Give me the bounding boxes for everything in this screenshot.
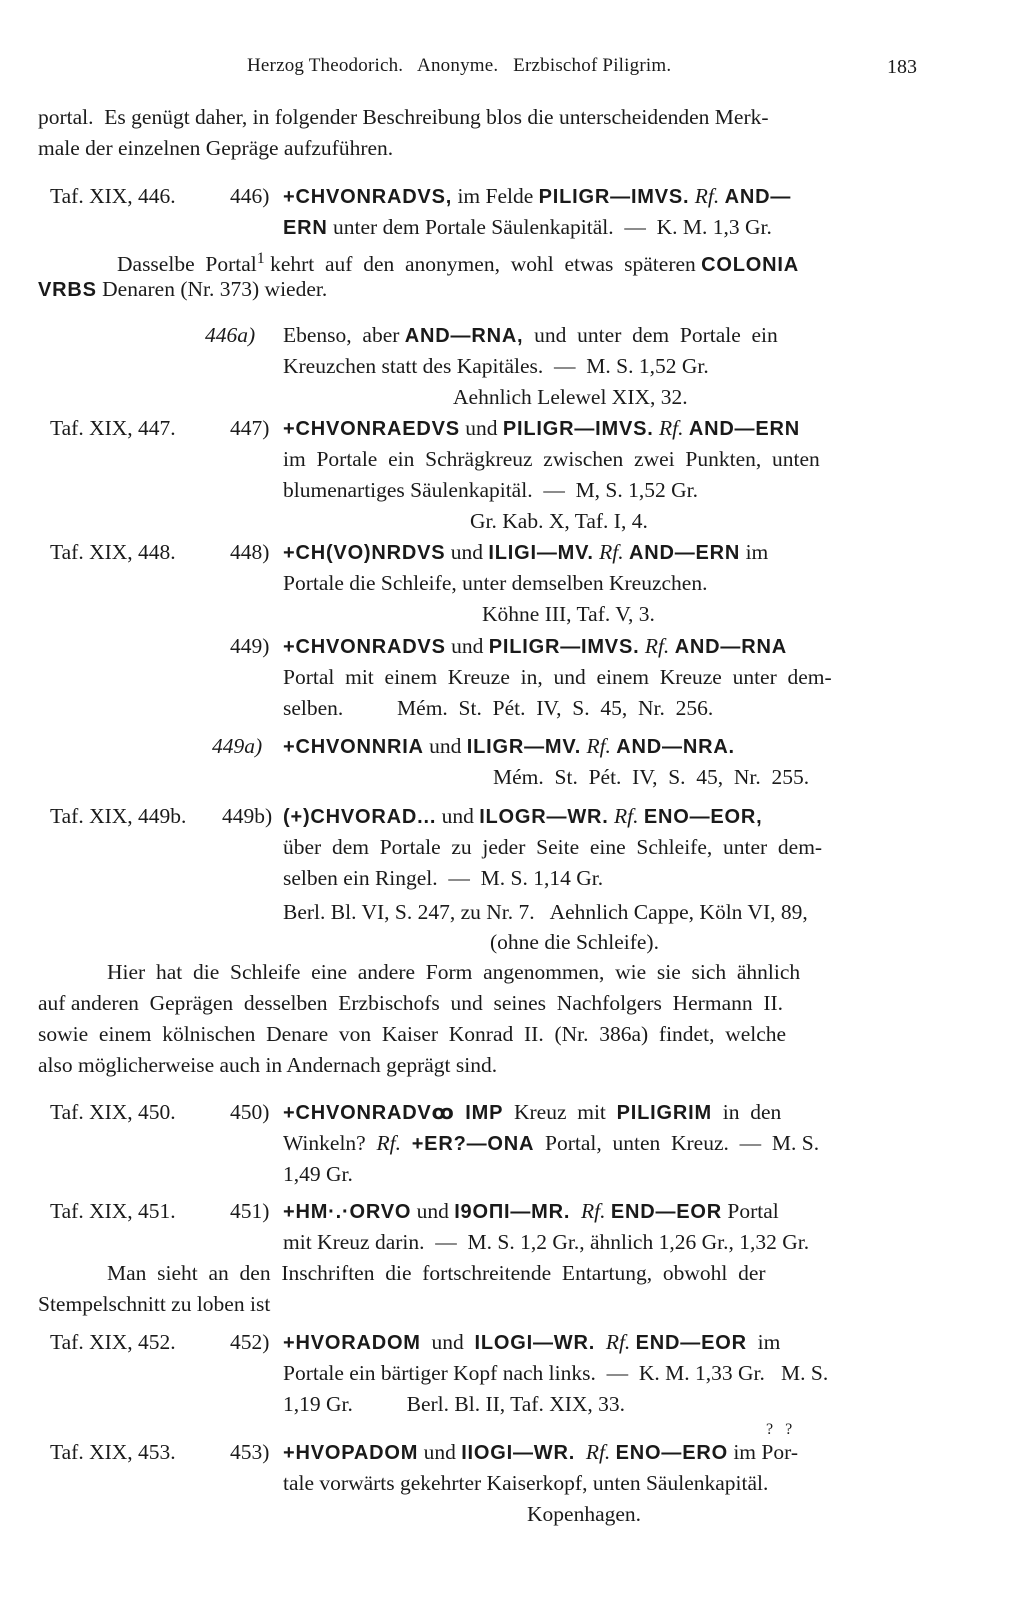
entry-text: und bbox=[436, 804, 480, 828]
entry-text: und bbox=[445, 634, 489, 658]
legend: +CHVONRADVS bbox=[283, 636, 446, 658]
entry-text: und bbox=[420, 1330, 475, 1354]
entry-line bbox=[283, 537, 768, 570]
entry-number: 453) bbox=[230, 1440, 270, 1464]
reference-line: Gr. Kab. X, Taf. I, 4. bbox=[470, 509, 648, 533]
entry-text: und unter dem Portale ein bbox=[523, 323, 778, 347]
entry-line bbox=[283, 1128, 819, 1161]
entry-line: Kreuzchen statt des Kapitäles. — M. S. 1,52 Gr. bbox=[283, 354, 709, 378]
running-title: Herzog Theodorich. Anonyme. Erzbischof Piligrim. bbox=[247, 55, 672, 76]
entry-text: Portal bbox=[722, 1199, 779, 1223]
legend: END—EOR bbox=[610, 1201, 723, 1223]
entry-line bbox=[283, 181, 791, 214]
entry-line bbox=[283, 1097, 781, 1130]
entry-line bbox=[283, 212, 772, 245]
entry-number: 452) bbox=[230, 1330, 270, 1354]
entry-number: 446) bbox=[230, 184, 270, 208]
entry-line: Portale ein bärtiger Kopf nach links. — K. M. 1,33 Gr. M. S. bbox=[283, 1361, 829, 1385]
entry-number: 448) bbox=[230, 540, 270, 564]
legend: +ER?—ONA bbox=[411, 1133, 535, 1155]
intro-line-1: portal. Es genügt daher, in folgender Beschreibung blos die unterscheidenden Merk- bbox=[38, 105, 769, 129]
entry-text: Dasselbe Portal bbox=[117, 252, 257, 277]
reverse-abbr: Rf. bbox=[581, 734, 617, 758]
paragraph-line: auf anderen Geprägen desselben Erzbischofs und seines Nachfolgers Hermann II. bbox=[38, 991, 784, 1015]
paragraph-line: Man sieht an den Inschriften die fortschreitende Entartung, obwohl der bbox=[107, 1261, 766, 1285]
reference-line: (ohne die Schleife). bbox=[490, 930, 659, 954]
footnote-mark: 1 bbox=[256, 250, 265, 267]
legend: (+)CHVORAD... bbox=[283, 806, 437, 828]
reverse-abbr: Rf. bbox=[570, 1199, 611, 1223]
legend: +HM·.·ORVO bbox=[283, 1201, 412, 1223]
legend: +CHVONNRIA bbox=[283, 736, 424, 758]
paragraph-line: Stempelschnitt zu loben ist bbox=[38, 1292, 271, 1316]
entry-line bbox=[283, 631, 787, 664]
legend: ILOGI—WR. bbox=[474, 1332, 596, 1354]
legend: +CH(VO)NRDVS bbox=[283, 542, 446, 564]
legend: IIOGI—WR. bbox=[461, 1442, 576, 1464]
entry-text: im Por- bbox=[727, 1440, 798, 1464]
taf-ref: Taf. XIX, 449b. bbox=[50, 804, 187, 828]
entry-line bbox=[38, 274, 327, 307]
legend: VRBS bbox=[38, 279, 97, 301]
legend: PILIGR—IMVS. bbox=[538, 186, 690, 208]
entry-line: Portale die Schleife, unter demselben Kreuzchen. bbox=[283, 571, 708, 595]
legend: ERN bbox=[283, 217, 328, 239]
taf-ref: Taf. XIX, 446. bbox=[50, 184, 176, 208]
entry-line bbox=[283, 413, 800, 446]
reverse-abbr: Rf. bbox=[639, 634, 675, 658]
reference-line: Köhne III, Taf. V, 3. bbox=[482, 602, 655, 626]
entry-text: im bbox=[746, 1330, 781, 1354]
entry-line bbox=[283, 731, 735, 764]
legend: PILIGR—IMVS. bbox=[502, 418, 654, 440]
taf-ref: Taf. XIX, 451. bbox=[50, 1199, 176, 1223]
entry-text: und bbox=[423, 734, 467, 758]
legend: ENO—ERO bbox=[615, 1442, 728, 1464]
entry-text bbox=[455, 1100, 466, 1124]
entry-line: 1,49 Gr. bbox=[283, 1162, 353, 1186]
paragraph-line: sowie einem kölnischen Denare von Kaiser Konrad II. (Nr. 386a) findet, welche bbox=[38, 1022, 787, 1046]
entry-text: und bbox=[411, 1199, 455, 1223]
entry-line: mit Kreuz darin. — M. S. 1,2 Gr., ähnlich 1,26 Gr., 1,32 Gr. bbox=[283, 1230, 810, 1254]
entry-line: blumenartiges Säulenkapitäl. — M, S. 1,52 Gr. bbox=[283, 478, 699, 502]
legend: END—EOR bbox=[635, 1332, 747, 1354]
reverse-abbr: Rf. bbox=[653, 416, 689, 440]
entry-text: Kreuz mit bbox=[503, 1100, 617, 1124]
reverse-abbr: Rf. bbox=[689, 184, 725, 208]
entry-line: tale vorwärts gekehrter Kaiserkopf, unten Säulenkapitäl. bbox=[283, 1471, 769, 1495]
entry-line: 1,19 Gr. Berl. Bl. II, Taf. XIX, 33. bbox=[283, 1392, 626, 1416]
taf-ref: Taf. XIX, 448. bbox=[50, 540, 176, 564]
page-number: 183 bbox=[887, 56, 917, 78]
entry-line: Portal mit einem Kreuze in, und einem Kreuze unter dem- bbox=[283, 665, 832, 689]
entry-line bbox=[283, 801, 762, 834]
legend: COLONIA bbox=[701, 254, 799, 277]
legend: PILIGR—IMVS. bbox=[488, 636, 640, 658]
entry-line: selben ein Ringel. — M. S. 1,14 Gr. bbox=[283, 866, 604, 890]
paragraph-line: Hier hat die Schleife eine andere Form angenommen, wie sie sich ähnlich bbox=[107, 960, 801, 984]
entry-text bbox=[401, 1131, 412, 1155]
entry-number: 451) bbox=[230, 1199, 270, 1223]
legend: I9OПI—MR. bbox=[454, 1201, 571, 1223]
entry-number: 449b) bbox=[222, 804, 273, 828]
legend: AND—ERN bbox=[688, 418, 800, 440]
entry-line: über dem Portale zu jeder Seite eine Schleife, unter dem- bbox=[283, 835, 823, 859]
entry-text: unter dem Portale Säulenkapitäl. — K. M. 1,3 Gr. bbox=[327, 215, 772, 239]
entry-number: 449a) bbox=[212, 734, 263, 758]
taf-ref: Taf. XIX, 452. bbox=[50, 1330, 176, 1354]
entry-text: in den bbox=[711, 1100, 782, 1124]
entry-text: und bbox=[459, 416, 503, 440]
paragraph-line: also möglicherweise auch in Andernach geprägt sind. bbox=[38, 1053, 498, 1077]
legend: ENO—EOR, bbox=[643, 806, 763, 828]
entry-text: kehrt auf den anonymen, wohl etwas späteren bbox=[264, 252, 702, 277]
legend: ILIGI—MV. bbox=[488, 542, 594, 564]
entry-number: 446a) bbox=[205, 323, 256, 347]
legend: +CHVONRADVS, bbox=[283, 186, 453, 208]
taf-ref: Taf. XIX, 447. bbox=[50, 416, 176, 440]
reverse-abbr: Rf. bbox=[608, 804, 644, 828]
reverse-abbr: Rf. bbox=[575, 1440, 616, 1464]
entry-text: im Felde bbox=[452, 184, 539, 208]
legend: PILIGRIM bbox=[616, 1102, 712, 1124]
legend: AND—NRA. bbox=[616, 736, 735, 758]
entry-text: im bbox=[740, 540, 769, 564]
intro-line-2: male der einzelnen Gepräge aufzuführen. bbox=[38, 136, 394, 160]
entry-line bbox=[283, 1327, 780, 1360]
taf-ref: Taf. XIX, 453. bbox=[50, 1440, 176, 1464]
entry-line: selben. Mém. St. Pét. IV, S. 45, Nr. 256. bbox=[283, 696, 714, 720]
legend: AND—RNA, bbox=[404, 325, 524, 347]
legend: AND—ERN bbox=[629, 542, 741, 564]
entry-number: 450) bbox=[230, 1100, 270, 1124]
legend: +CHVONRADVꝏ bbox=[283, 1102, 455, 1124]
entry-line bbox=[283, 1437, 798, 1470]
reverse-abbr: Rf. bbox=[376, 1131, 401, 1155]
taf-ref: Taf. XIX, 450. bbox=[50, 1100, 176, 1124]
reverse-abbr: Rf. bbox=[593, 540, 630, 564]
reverse-abbr: Rf. bbox=[595, 1330, 636, 1354]
legend: AND— bbox=[724, 186, 792, 208]
query-marks: ? ? bbox=[766, 1421, 793, 1438]
legend: ILOGR—WR. bbox=[479, 806, 609, 828]
entry-number: 447) bbox=[230, 416, 270, 440]
legend: ILIGR—MV. bbox=[466, 736, 582, 758]
reference-line: Mém. St. Pét. IV, S. 45, Nr. 255. bbox=[493, 765, 810, 789]
entry-line bbox=[283, 320, 778, 353]
entry-text: Ebenso, aber bbox=[283, 323, 405, 347]
entry-number: 449) bbox=[230, 634, 270, 658]
legend: +HVORADOM bbox=[283, 1332, 421, 1354]
reference-line: Berl. Bl. VI, S. 247, zu Nr. 7. Aehnlich Cappe, Köln VI, 89, bbox=[283, 900, 808, 924]
entry-line: im Portale ein Schrägkreuz zwischen zwei Punkten, unten bbox=[283, 447, 820, 471]
entry-text: Denaren (Nr. 373) wieder. bbox=[96, 277, 328, 301]
legend: +CHVONRAEDVS bbox=[283, 418, 460, 440]
entry-text: und bbox=[418, 1440, 462, 1464]
legend: AND—RNA bbox=[674, 636, 787, 658]
entry-text: Portal, unten Kreuz. — M. S. bbox=[534, 1131, 820, 1155]
reference-line: Kopenhagen. bbox=[527, 1502, 642, 1526]
reference-line: Aehnlich Lelewel XIX, 32. bbox=[453, 385, 688, 409]
entry-text: Winkeln? bbox=[283, 1131, 377, 1155]
entry-line bbox=[283, 1196, 779, 1229]
entry-text: und bbox=[445, 540, 489, 564]
legend: +HVOPADOM bbox=[283, 1442, 419, 1464]
legend: IMP bbox=[465, 1102, 504, 1124]
